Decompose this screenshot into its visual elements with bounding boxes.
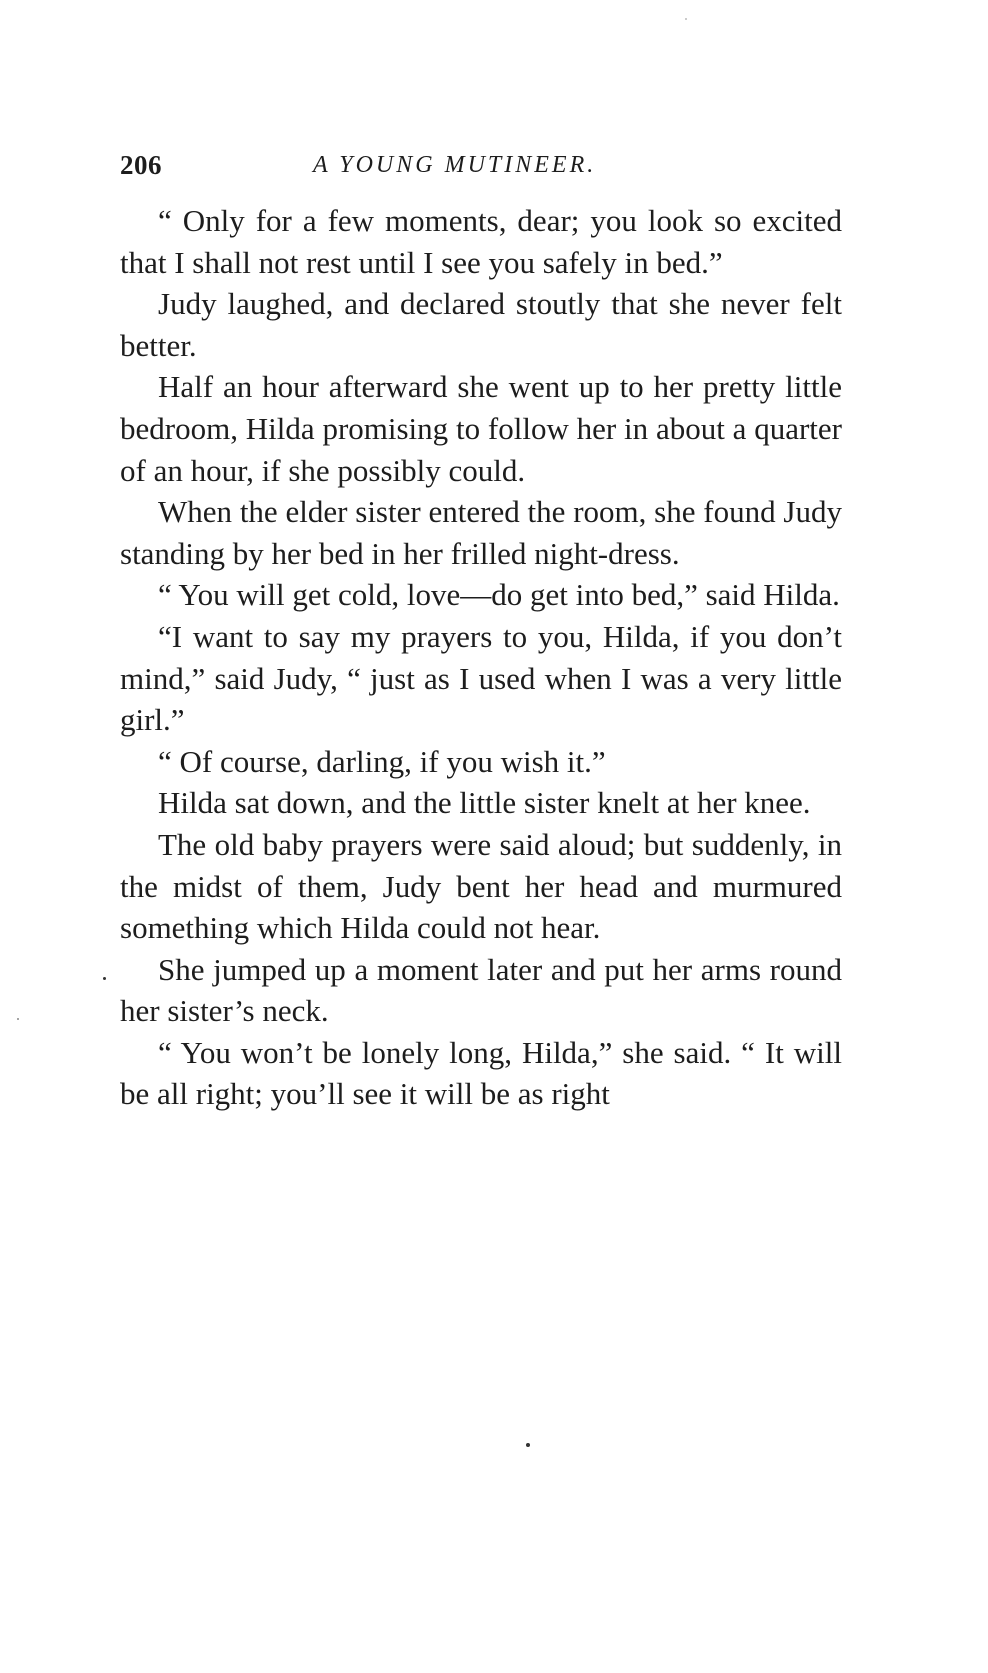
paragraph: “ Only for a few moments, dear; you look so excited that I shall not rest until I see you safely in bed.” <box>120 203 842 280</box>
book-page <box>120 150 842 1115</box>
running-title: A YOUNG MUTINEER. <box>313 152 597 178</box>
print-speck <box>17 1018 19 1020</box>
page-number: 206 <box>120 150 162 180</box>
paragraph: Hilda sat down, and the little sister knelt at her knee. <box>158 785 811 821</box>
print-speck <box>685 18 687 20</box>
paragraph: She jumped up a moment later and put her arms round her sister’s neck. <box>120 951 842 1029</box>
paragraph: When the elder sister entered the room, she found Judy standing by her bed in her frilled night-dress. <box>120 494 842 571</box>
running-head <box>120 150 842 186</box>
print-speck <box>526 1443 530 1447</box>
text-body <box>120 200 842 1115</box>
paragraph: Half an hour afterward she went up to her pretty little bedroom, Hilda promising to follow her in about a quarter of an hour, if she possibly could. <box>120 369 842 488</box>
paragraph: “ Of course, darling, if you wish it.” <box>158 743 606 779</box>
paragraph: “ You won’t be lonely long, Hilda,” she said. “ It will be all right; you’ll see it will be as right <box>120 1034 842 1112</box>
paragraph: “ You will get cold, love—do get into bed,” said Hilda. <box>158 577 840 613</box>
print-speck <box>103 977 106 980</box>
paragraph: The old baby prayers were said aloud; but suddenly, in the midst of them, Judy bent her head and murmured something which Hilda could not hear. <box>120 826 842 946</box>
paragraph: Judy laughed, and declared stoutly that she never felt better. <box>120 286 842 363</box>
paragraph: “I want to say my prayers to you, Hilda, if you don’t mind,” said Judy, “ just as I used when I was a very little girl.” <box>120 618 842 738</box>
